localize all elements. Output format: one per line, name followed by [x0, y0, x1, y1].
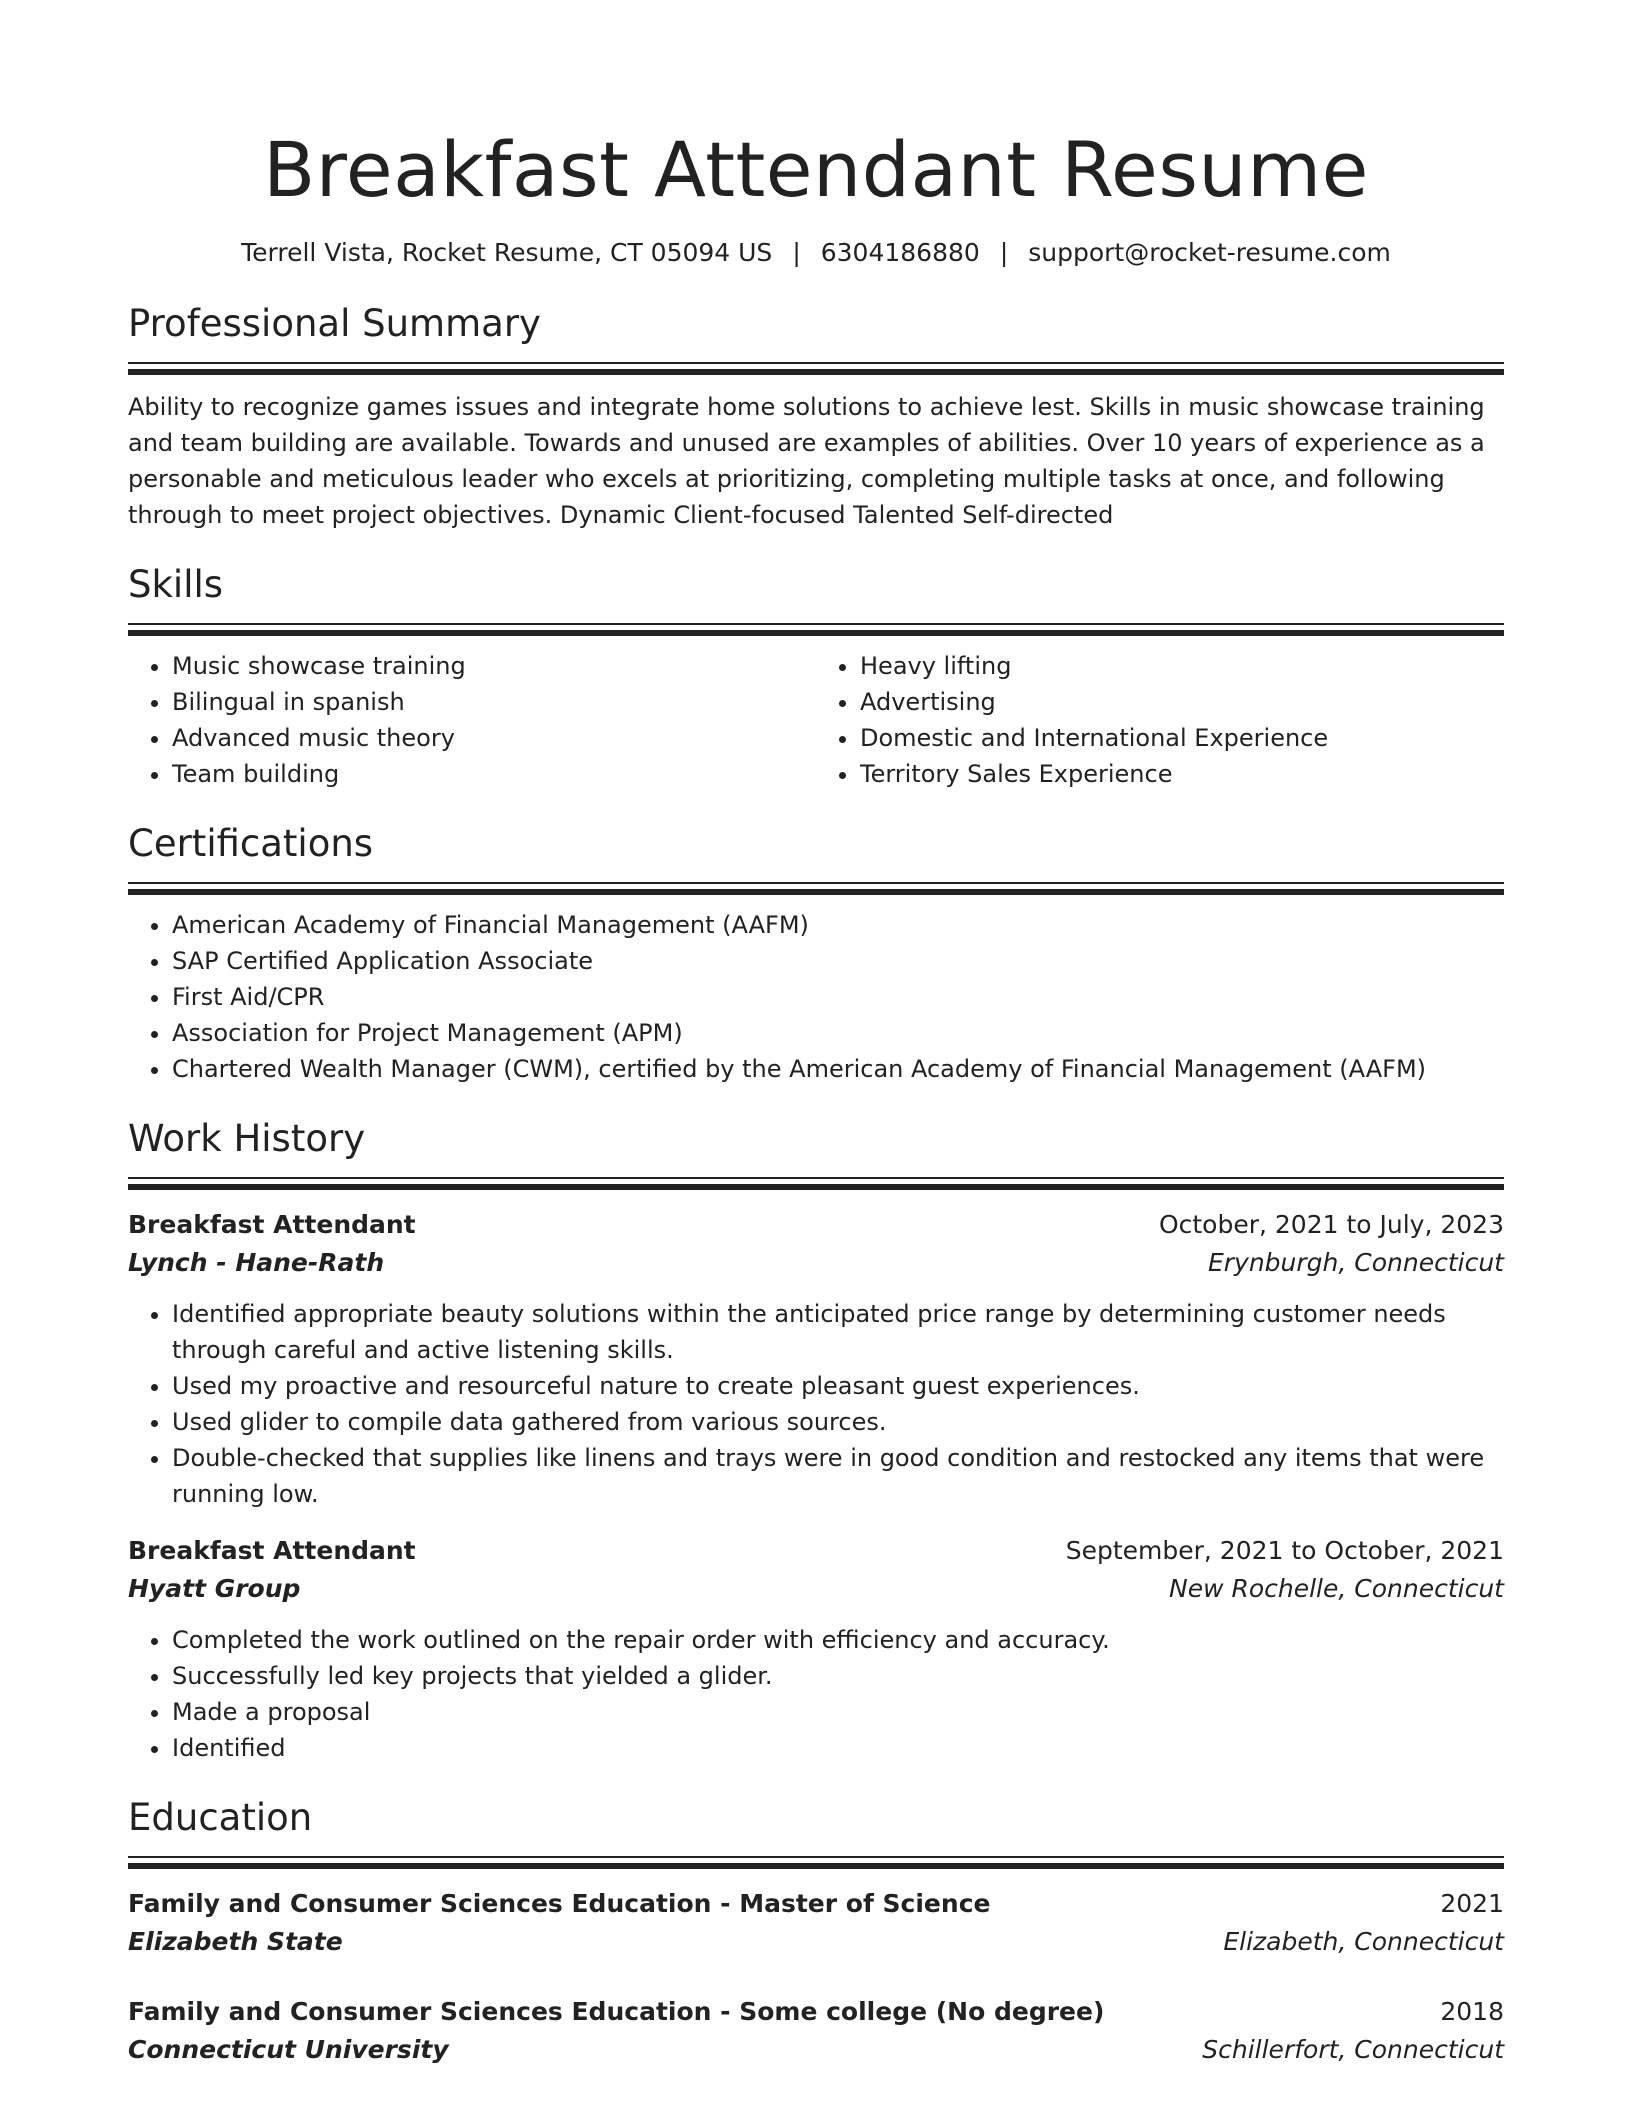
job-location: New Rochelle, Connecticut — [1169, 1574, 1504, 1603]
contact-email: support@rocket-resume.com — [1028, 238, 1391, 267]
contact-line — [128, 236, 1504, 270]
skill-item: • Heavy lifting — [860, 648, 1504, 684]
skills-heading: Skills — [128, 563, 224, 606]
skills-list-left — [128, 648, 816, 792]
section-rule — [128, 623, 1504, 625]
job-entry — [128, 1532, 1504, 1766]
skill-item: • Music showcase training — [172, 648, 816, 684]
job-company: Hyatt Group — [128, 1574, 301, 1603]
job-bullet: • Used glider to compile data gathered from various sources. — [172, 1404, 1504, 1440]
section-rule — [128, 1177, 1504, 1179]
work-section — [128, 1115, 1504, 1766]
section-rule — [128, 882, 1504, 884]
education-year: 2021 — [1440, 1889, 1504, 1918]
job-bullets — [128, 1622, 1504, 1766]
section-rule-thick — [128, 889, 1504, 895]
job-bullet: • Made a proposal — [172, 1694, 1504, 1730]
skill-item: • Domestic and International Experience — [860, 720, 1504, 756]
job-dates: September, 2021 to October, 2021 — [1065, 1536, 1504, 1565]
education-entry — [128, 1993, 1504, 2069]
certification-item: • First Aid/CPR — [172, 979, 1504, 1015]
skills-section — [128, 561, 1504, 792]
job-entry — [128, 1206, 1504, 1512]
certifications-heading: Certifications — [128, 822, 374, 865]
job-bullet: • Identified — [172, 1730, 1504, 1766]
skill-item: • Territory Sales Experience — [860, 756, 1504, 792]
job-bullet: • Identified appropriate beauty solutions within the anticipated price range by determining customer needs through careful and active listening skills. — [172, 1296, 1504, 1368]
section-rule — [128, 362, 1504, 364]
job-bullet: • Used my proactive and resourceful nature to create pleasant guest experiences. — [172, 1368, 1504, 1404]
skill-item: • Team building — [172, 756, 816, 792]
education-year: 2018 — [1440, 1997, 1504, 2026]
summary-section — [128, 300, 1504, 533]
contact-phone: 6304186880 — [820, 238, 980, 267]
contact-address: Terrell Vista, Rocket Resume, CT 05094 US — [241, 238, 773, 267]
skill-item: • Advanced music theory — [172, 720, 816, 756]
education-school: Elizabeth State — [128, 1927, 343, 1956]
section-rule-thick — [128, 1184, 1504, 1190]
education-heading: Education — [128, 1796, 313, 1839]
contact-separator: | — [792, 238, 801, 267]
education-degree: Family and Consumer Sciences Education - Master of Science — [128, 1889, 991, 1918]
work-heading: Work History — [128, 1117, 366, 1160]
job-location: Erynburgh, Connecticut — [1207, 1248, 1504, 1277]
certifications-section — [128, 820, 1504, 1087]
education-entry — [128, 1885, 1504, 1961]
skill-item: • Advertising — [860, 684, 1504, 720]
education-location: Schillerfort, Connecticut — [1202, 2035, 1504, 2064]
certification-item: • American Academy of Financial Management (AAFM) — [172, 907, 1504, 943]
skill-item: • Bilingual in spanish — [172, 684, 816, 720]
skills-list-right — [816, 648, 1504, 792]
summary-heading: Professional Summary — [128, 302, 541, 345]
job-dates: October, 2021 to July, 2023 — [1158, 1210, 1504, 1239]
certification-item: • SAP Certified Application Associate — [172, 943, 1504, 979]
section-rule-thick — [128, 369, 1504, 375]
certification-item: • Chartered Wealth Manager (CWM), certified by the American Academy of Financial Management (AAFM) — [172, 1051, 1504, 1087]
contact-separator: | — [999, 238, 1009, 267]
education-location: Elizabeth, Connecticut — [1223, 1927, 1504, 1956]
job-title: Breakfast Attendant — [128, 1210, 416, 1239]
job-bullet: • Double-checked that supplies like linens and trays were in good condition and restocked any items that were running low. — [172, 1440, 1504, 1512]
job-bullet: • Successfully led key projects that yielded a glider. — [172, 1658, 1504, 1694]
job-bullet: • Completed the work outlined on the repair order with efficiency and accuracy. — [172, 1622, 1504, 1658]
education-school: Connecticut University — [128, 2035, 449, 2064]
certification-item: • Association for Project Management (APM) — [172, 1015, 1504, 1051]
education-degree: Family and Consumer Sciences Education - Some college (No degree) — [128, 1997, 1105, 2026]
summary-text: Ability to recognize games issues and integrate home solutions to achieve lest. Skills in music showcase training and team building are available. Towards and unused are examples of abilities. Over 10 years of experience as a personable and meticulous leader who excels at prioritizing, completing multiple tasks at once, and following through to meet project objectives. Dynamic Client-focused Talented Self-directed — [128, 393, 1485, 529]
section-rule — [128, 1856, 1504, 1858]
job-bullets — [128, 1296, 1504, 1512]
education-section — [128, 1794, 1504, 2069]
section-rule-thick — [128, 1863, 1504, 1869]
resume-title: Breakfast Attendant Resume — [263, 125, 1369, 214]
job-title: Breakfast Attendant — [128, 1536, 416, 1565]
certifications-list — [128, 907, 1504, 1087]
job-company: Lynch - Hane-Rath — [128, 1248, 385, 1277]
skills-columns — [128, 636, 1504, 792]
